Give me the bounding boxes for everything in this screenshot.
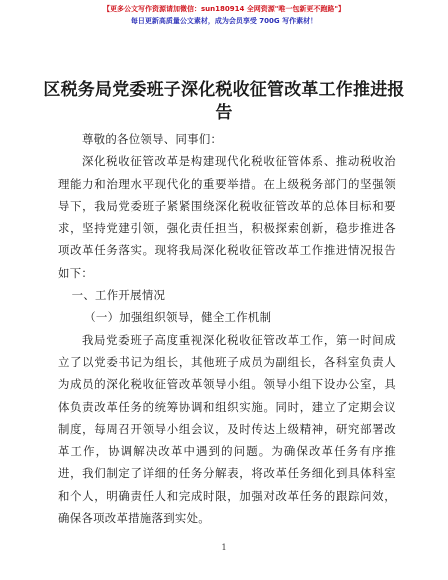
promo-banner [0,4,448,26]
salutation: 尊敬的各位领导、同事们： [81,132,223,146]
promo-banner-line-2: 每日更新高质量公文素材，成为会员享受 700G 写作素材！ [130,17,318,25]
section-heading: 一、工作开展情况 [71,288,166,303]
intro-paragraph: 深化税收征管改革是构建现代化税收征管体系、推动税收治理能力和治理水平现代化的重要举措。在上级税务部门的坚强领导下，我局党委班子紧紧围绕深化税收征管改革的总体目标和要求，坚持党建引领，强化责任担当，积极探索创新，稳步推进各项改革任务落实。现将我局深化税收征管改革工作推进情况报告如下： [58,154,396,280]
body-paragraph: 我局党委班子高度重视深化税收征管改革工作，第一时间成立了以党委书记为组长，其他班子成员为副组长，各科室负责人为成员的深化税收征管改革领导小组。领导小组下设办公室，具体负责改革任务的统筹协调和组织实施。同时，建立了定期会议制度，每周召开领导小组会议，及时传达上级精神，研究部署改革工作，协调解决改革中遇到的问题。为确保改革任务有序推进，我们制定了详细的任务分解表，将改革任务细化到具体科室和个人，明确责任人和完成时限，加强对改革任务的跟踪问效，确保各项改革措施落到实处。 [58,332,396,526]
subsection-heading: （一）加强组织领导，健全工作机制 [84,310,272,325]
document-title: 区税务局党委班子深化税收征管改革工作推进报告 [43,80,405,123]
document-body [58,128,396,529]
page-number: 1 [221,543,227,552]
promo-banner-line-1: 【更多公文写作资源请加微信：sun180914 全网资源"唯一包新更不跑路"】 [102,5,346,13]
